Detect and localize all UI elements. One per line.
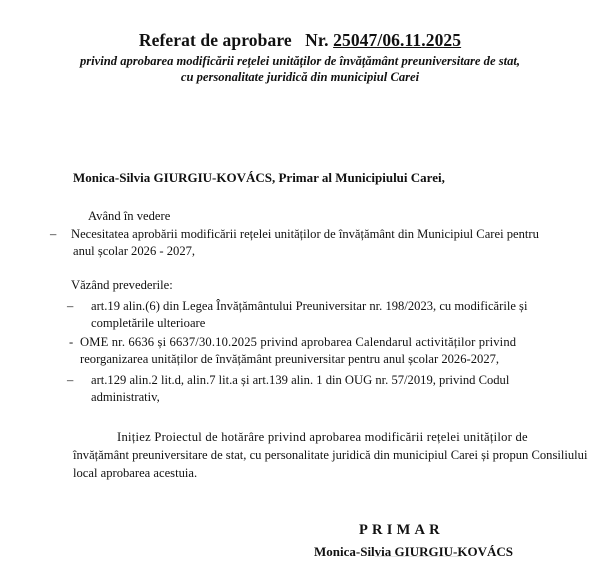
provision-item-3-line-2: administrativ, — [91, 390, 160, 404]
document-title — [0, 30, 600, 51]
provision-item-3-line-1: art.129 alin.2 lit.d, alin.7 lit.a și art.139 alin. 1 din OUG nr. 57/2019, privind Codul — [91, 373, 510, 387]
title-prefix: Referat de aprobare Nr. — [138, 30, 334, 50]
provision-item-2-line-2: reorganizarea unităților de învățământ preuniversitar pentru anul școlar 2026-2027, — [80, 352, 500, 366]
signature-title: PRIMAR — [359, 522, 444, 538]
list-dash: – — [67, 299, 74, 313]
subtitle-line-1: privind aprobarea modificării rețelei unităților de învățământ preuniversitare de stat, — [79, 54, 521, 68]
signature-name: Monica-Silvia GIURGIU-KOVÁCS — [314, 544, 513, 559]
provisions-heading: Văzând prevederile: — [71, 278, 173, 292]
list-dash: – — [67, 373, 74, 387]
considering-item-1-line-1: Necesitatea aprobării modificării rețelei unităților de învățământ din Municipiul Carei pentru — [71, 227, 539, 241]
provision-item-1-line-1: art.19 alin.(6) din Legea Învățământului Preuniversitar nr. 198/2023, cu modificările și — [91, 299, 528, 313]
closing-line-2: învățământ preuniversitare de stat, cu personalitate juridică din municipiul Carei și propun Consiliului — [73, 448, 588, 462]
author-line: Monica-Silvia GIURGIU-KOVÁCS, Primar al Municipiului Carei, — [73, 170, 445, 185]
document-number: 25047/06.11.2025 — [333, 30, 462, 50]
provision-item-1-line-2: completările ulterioare — [91, 316, 206, 330]
signature-stamp-trace — [375, 556, 461, 571]
considering-heading: Având în vedere — [88, 209, 171, 223]
provision-item-2-line-1: OME nr. 6636 și 6637/30.10.2025 privind aprobarea Calendarul activităților privind — [80, 335, 517, 349]
list-dash: – — [50, 227, 57, 241]
subtitle-line-2: cu personalitate juridică din municipiul Carei — [180, 70, 420, 84]
closing-line-3: local aprobarea acestuia. — [73, 466, 198, 480]
closing-line-1: Inițiez Proiectul de hotărâre privind aprobarea modificării rețelei unităților de — [117, 430, 528, 444]
list-dash: - — [69, 335, 74, 349]
considering-item-1-line-2: anul școlar 2026 - 2027, — [73, 244, 196, 258]
